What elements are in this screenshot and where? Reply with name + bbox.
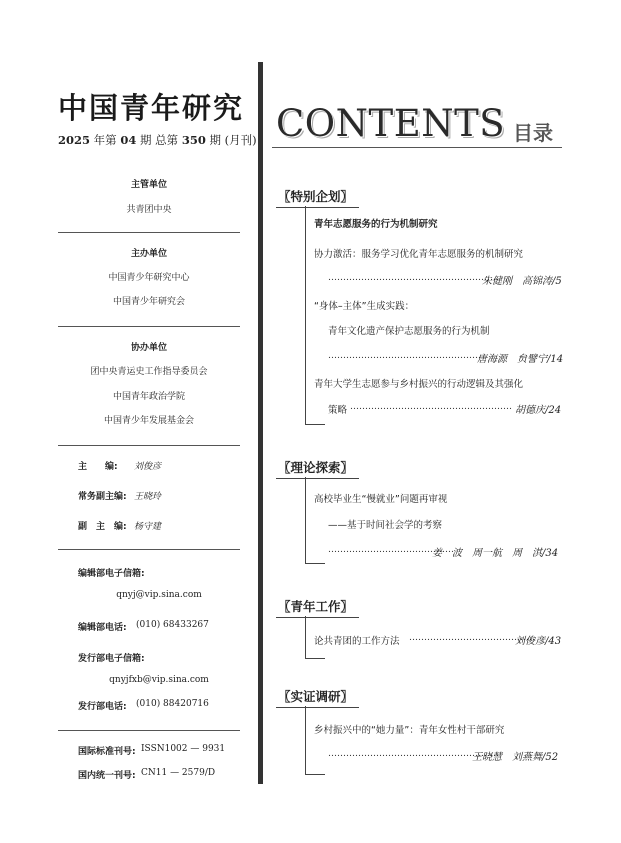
- title-underline: [272, 147, 562, 148]
- dot-leader: ……………………………………: [409, 633, 535, 643]
- edit-phone-label: 编辑部电话:: [78, 623, 127, 633]
- supervisor-label: 主管单位: [130, 180, 167, 190]
- cn-number: CN11 — 2579/D: [141, 768, 216, 778]
- article-title[interactable]: 策略: [328, 405, 348, 416]
- divider: [58, 326, 240, 327]
- article-title[interactable]: 论共青团的工作方法: [314, 636, 400, 647]
- divider: [58, 549, 240, 550]
- section-bracket: [305, 477, 306, 563]
- section-bracket-foot: [305, 563, 325, 564]
- section-heading: 〖理论探索〗: [276, 458, 359, 479]
- section-bracket: [305, 206, 306, 424]
- journal-masthead: 中国青年研究: [58, 91, 245, 125]
- deputy-editor-label: 副 主 编:: [78, 522, 127, 532]
- dist-email: qnyjfxb@vip.sina.com: [109, 675, 209, 685]
- column-divider: [258, 62, 263, 784]
- issue-number: 04: [120, 133, 137, 147]
- article-authors: 王晓慧 刘燕舞/52: [472, 752, 559, 763]
- dot-leader: …………………………………………………: [328, 273, 499, 283]
- article-title[interactable]: 乡村振兴中的“她力量”：青年女性村干部研究: [314, 725, 505, 736]
- section-bracket: [305, 616, 306, 658]
- co-sponsor-name: 中国青少年发展基金会: [103, 416, 194, 426]
- supervisor-name: 共青团中央: [126, 205, 172, 215]
- dist-phone-label: 发行部电话:: [78, 702, 127, 712]
- deputy-editor-name: 杨守建: [134, 522, 162, 532]
- section-bracket-foot: [305, 658, 325, 659]
- article-authors: 胡德庆/24: [515, 405, 562, 416]
- section-heading: 〖特别企划〗: [276, 187, 359, 208]
- section-title: 特别企划: [290, 189, 341, 204]
- divider: [58, 730, 240, 731]
- article-title[interactable]: 协力激活：服务学习优化青年志愿服务的机制研究: [314, 249, 524, 260]
- chief-editor-name: 刘俊彦: [134, 462, 162, 472]
- section-heading: 〖实证调研〗: [276, 687, 359, 708]
- section-title: 青年工作: [290, 599, 341, 614]
- co-sponsor-name: 中国青年政治学院: [112, 392, 185, 402]
- article-authors: 姜 波 周一航 周 淇/34: [432, 548, 559, 559]
- dot-leader: ……………………………………………: [328, 351, 481, 361]
- total-issue-number: 350: [181, 133, 206, 147]
- article-authors: 刘俊彦/43: [515, 636, 562, 647]
- cn-label: 国内统一刊号:: [78, 771, 136, 781]
- co-sponsor-label: 协办单位: [130, 343, 167, 353]
- article-authors: 朱健刚 高锦涛/5: [482, 276, 562, 287]
- dist-phone: (010) 88420716: [136, 699, 209, 709]
- article-title[interactable]: 高校毕业生“慢就业”问题再审视: [314, 494, 448, 505]
- sponsor-name: 中国青少年研究会: [112, 297, 185, 307]
- article-title[interactable]: “身体–主体”生成实践：: [314, 301, 415, 312]
- issn: ISSN1002 — 9931: [141, 744, 226, 754]
- feature-topic: 青年志愿服务的行为机制研究: [314, 219, 438, 230]
- sponsor-name: 中国青少年研究中心: [108, 273, 190, 283]
- contents-title: CONTENTS: [276, 102, 506, 145]
- issue-line: 2025 年第 04 期 总第 350 期 (月刊): [58, 133, 257, 147]
- exec-editor-label: 常务副主编:: [78, 492, 127, 502]
- article-title[interactable]: ——基于时间社会学的考察: [328, 520, 443, 531]
- dot-leader: ………………………………………………: [350, 402, 512, 412]
- contents-title-cn: 目录: [513, 121, 553, 145]
- sponsor-label: 主办单位: [130, 249, 167, 259]
- chief-editor-label: 主 编:: [78, 462, 118, 472]
- dot-leader: …………………………………………………: [328, 749, 499, 759]
- exec-editor-name: 王晓玲: [134, 492, 162, 502]
- issue-year: 2025: [58, 133, 91, 147]
- edit-email: qnyj@vip.sina.com: [116, 590, 202, 600]
- issue-frequency: (月刊): [224, 133, 257, 147]
- divider: [58, 232, 240, 233]
- edit-phone: (010) 68433267: [136, 620, 209, 630]
- article-authors: 唐海源 贠譬宁/14: [477, 354, 564, 365]
- edit-email-label: 编辑部电子信箱:: [78, 569, 145, 579]
- article-title[interactable]: 青年大学生志愿参与乡村振兴的行动逻辑及其强化: [314, 379, 524, 390]
- issn-label: 国际标准刊号:: [78, 747, 136, 757]
- section-bracket: [305, 706, 306, 774]
- section-bracket-foot: [305, 774, 325, 775]
- dot-leader: ……………………………………: [328, 545, 454, 555]
- divider: [58, 445, 240, 446]
- section-title: 理论探索: [290, 460, 341, 475]
- section-bracket-foot: [305, 424, 325, 425]
- article-title[interactable]: 青年文化遗产保护志愿服务的行为机制: [328, 326, 490, 337]
- co-sponsor-name: 团中央青运史工作指导委员会: [90, 367, 208, 377]
- section-heading: 〖青年工作〗: [276, 597, 359, 618]
- dist-email-label: 发行部电子信箱:: [78, 654, 145, 664]
- section-title: 实证调研: [290, 689, 341, 704]
